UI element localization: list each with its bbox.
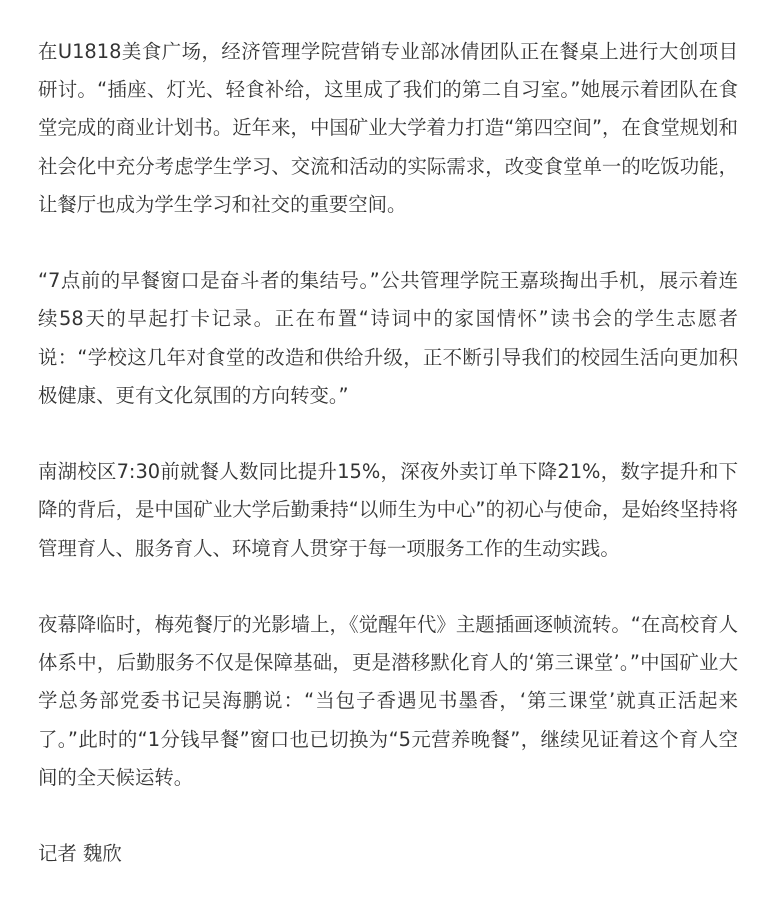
paragraph-spacer <box>38 568 738 606</box>
article-paragraph-4: 夜幕降临时，梅苑餐厅的光影墙上，《觉醒年代》主题插画逐帧流转。“在高校育人体系中，后勤服务不仅是保障基础，更是潜移默化育人的‘第三课堂’。”中国矿业大学总务部党委书记吴海鹏说：“当包子香遇见书墨香，‘第三课堂’就真正活起来了。”此时的“1分钱早餐”窗口也已切换为“5元营养晚餐”，继续见证着这个育人空间的全天候运转。 <box>38 613 738 789</box>
article-paragraph-2: “7点前的早餐窗口是奋斗者的集结号。”公共管理学院王嘉琰掏出手机，展示着连续58天的早起打卡记录。正在布置“诗词中的家国情怀”读书会的学生志愿者说：“学校这几年对食堂的改造和供给升级，正不断引导我们的校园生活向更加积极健康、更有文化氛围的方向转变。” <box>38 269 738 407</box>
paragraph-spacer <box>38 415 738 453</box>
article-body <box>38 33 738 873</box>
author-byline: 记者 魏欣 <box>38 842 122 866</box>
paragraph-spacer <box>38 797 738 835</box>
paragraph-spacer <box>38 224 738 262</box>
article-paragraph-1: 在U1818美食广场，经济管理学院营销专业部冰倩团队正在餐桌上进行大创项目研讨。“插座、灯光、轻食补给，这里成了我们的第二自习室。”她展示着团队在食堂完成的商业计划书。近年来，中国矿业大学着力打造“第四空间”，在食堂规划和社会化中充分考虑学生学习、交流和活动的实际需求，改变食堂单一的吃饭功能，让餐厅也成为学生学习和社交的重要空间。 <box>38 40 738 216</box>
article-paragraph-3: 南湖校区7:30前就餐人数同比提升15%，深夜外卖订单下降21%，数字提升和下降的背后，是中国矿业大学后勤秉持“以师生为中心”的初心与使命，是始终坚持将管理育人、服务育人、环境育人贯穿于每一项服务工作的生动实践。 <box>38 460 738 560</box>
